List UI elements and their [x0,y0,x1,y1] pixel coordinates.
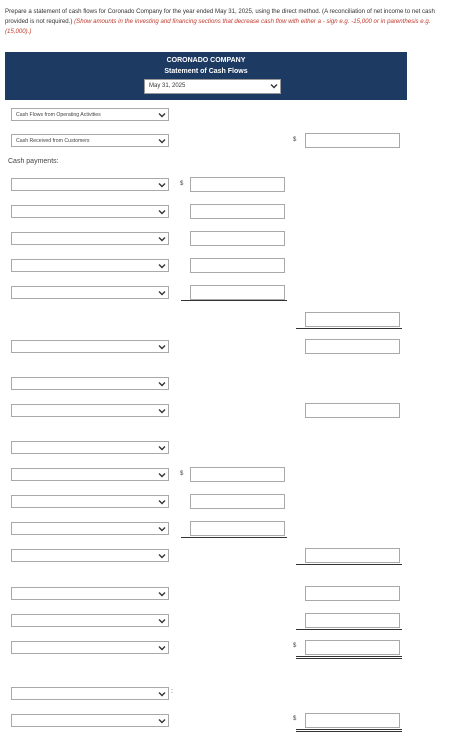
payment-select-5[interactable] [11,286,169,299]
payment-select-3[interactable] [11,232,169,245]
row-select-7[interactable] [11,404,169,417]
chevron-down-icon [158,343,166,351]
chevron-down-icon [158,644,166,652]
row-amount-input-13[interactable] [305,613,400,628]
payment-select-4[interactable] [11,259,169,272]
chevron-down-icon [158,690,166,698]
dollar-sign: $ [180,181,184,187]
section-select-investing[interactable] [11,377,169,390]
row-amount-input-10[interactable] [190,521,285,536]
subtotal-underline [296,564,402,565]
chevron-down-icon [158,525,166,533]
row-select-6[interactable] [11,340,169,353]
row-amount-input-16[interactable] [305,713,400,728]
dollar-sign: $ [293,716,297,722]
payment-amount-input-4[interactable] [190,258,285,273]
operating-section-select[interactable] [11,108,169,121]
payment-amount-input-3[interactable] [190,231,285,246]
receipts-amount-input[interactable] [305,133,400,148]
receipts-value: Cash Received from Customers [16,138,90,144]
row-amount-input-14[interactable] [305,640,400,655]
chevron-down-icon [158,617,166,625]
chevron-down-icon [158,552,166,560]
dollar-sign: $ [293,643,297,649]
instructions-hint: (Show amounts in the investing and financing sections that decrease cash flow with either a - sign e.g. -15,000 or in parenthesis e.g. (15,000).) [5,18,431,35]
dollar-sign: $ [293,137,297,143]
payment-amount-input-5[interactable] [190,285,285,300]
row-select-16[interactable] [11,714,169,727]
chevron-down-icon [158,111,166,119]
payments-total-input[interactable] [305,312,400,327]
chevron-down-icon [158,407,166,415]
chevron-down-icon [158,137,166,145]
date-select[interactable] [144,79,281,94]
instructions-main: Prepare a statement of cash flows for Coronado Company for the year ended May 31, 2025, using the direct method. (A reconciliation of net income to net cash provided is not required.) [5,8,435,25]
statement-title: Statement of Cash Flows [164,68,248,75]
chevron-down-icon [158,471,166,479]
chevron-down-icon [158,289,166,297]
row-amount-input-9[interactable] [190,494,285,509]
row-amount-input-6[interactable] [305,339,400,354]
row-amount-input-8[interactable] [190,467,285,482]
payment-select-2[interactable] [11,205,169,218]
payment-amount-input-2[interactable] [190,204,285,219]
row-amount-input-12[interactable] [305,586,400,601]
payment-select-1[interactable] [11,178,169,191]
instructions [5,7,457,37]
dollar-sign: $ [180,471,184,477]
row-select-12[interactable] [11,587,169,600]
chevron-down-icon [158,590,166,598]
payment-amount-input-1[interactable] [190,177,285,192]
statement-header [5,52,407,100]
section-select-financing[interactable] [11,441,169,454]
row-select-9[interactable] [11,495,169,508]
subtotal-underline [181,300,287,301]
chevron-down-icon [270,82,278,90]
row-select-15[interactable] [11,687,169,700]
row-select-10[interactable] [11,522,169,535]
row-select-11[interactable] [11,549,169,562]
date-select-value: May 31, 2025 [149,83,186,89]
row-select-13[interactable] [11,614,169,627]
row-amount-input-7[interactable] [305,403,400,418]
row-select-8[interactable] [11,468,169,481]
total-double-underline [296,729,402,732]
colon-mark: : [171,688,173,695]
row-select-14[interactable] [11,641,169,654]
total-double-underline [296,656,402,659]
chevron-down-icon [158,717,166,725]
chevron-down-icon [158,235,166,243]
chevron-down-icon [158,262,166,270]
subtotal-underline [296,629,402,630]
chevron-down-icon [158,181,166,189]
cash-payments-label: Cash payments: [8,158,59,165]
chevron-down-icon [158,444,166,452]
chevron-down-icon [158,208,166,216]
subtotal-underline [296,328,402,329]
receipts-select[interactable] [11,134,169,147]
row-amount-input-11[interactable] [305,548,400,563]
chevron-down-icon [158,498,166,506]
company-name: CORONADO COMPANY [166,57,246,64]
operating-section-value: Cash Flows from Operating Activities [16,112,101,118]
chevron-down-icon [158,380,166,388]
subtotal-underline [181,537,287,538]
